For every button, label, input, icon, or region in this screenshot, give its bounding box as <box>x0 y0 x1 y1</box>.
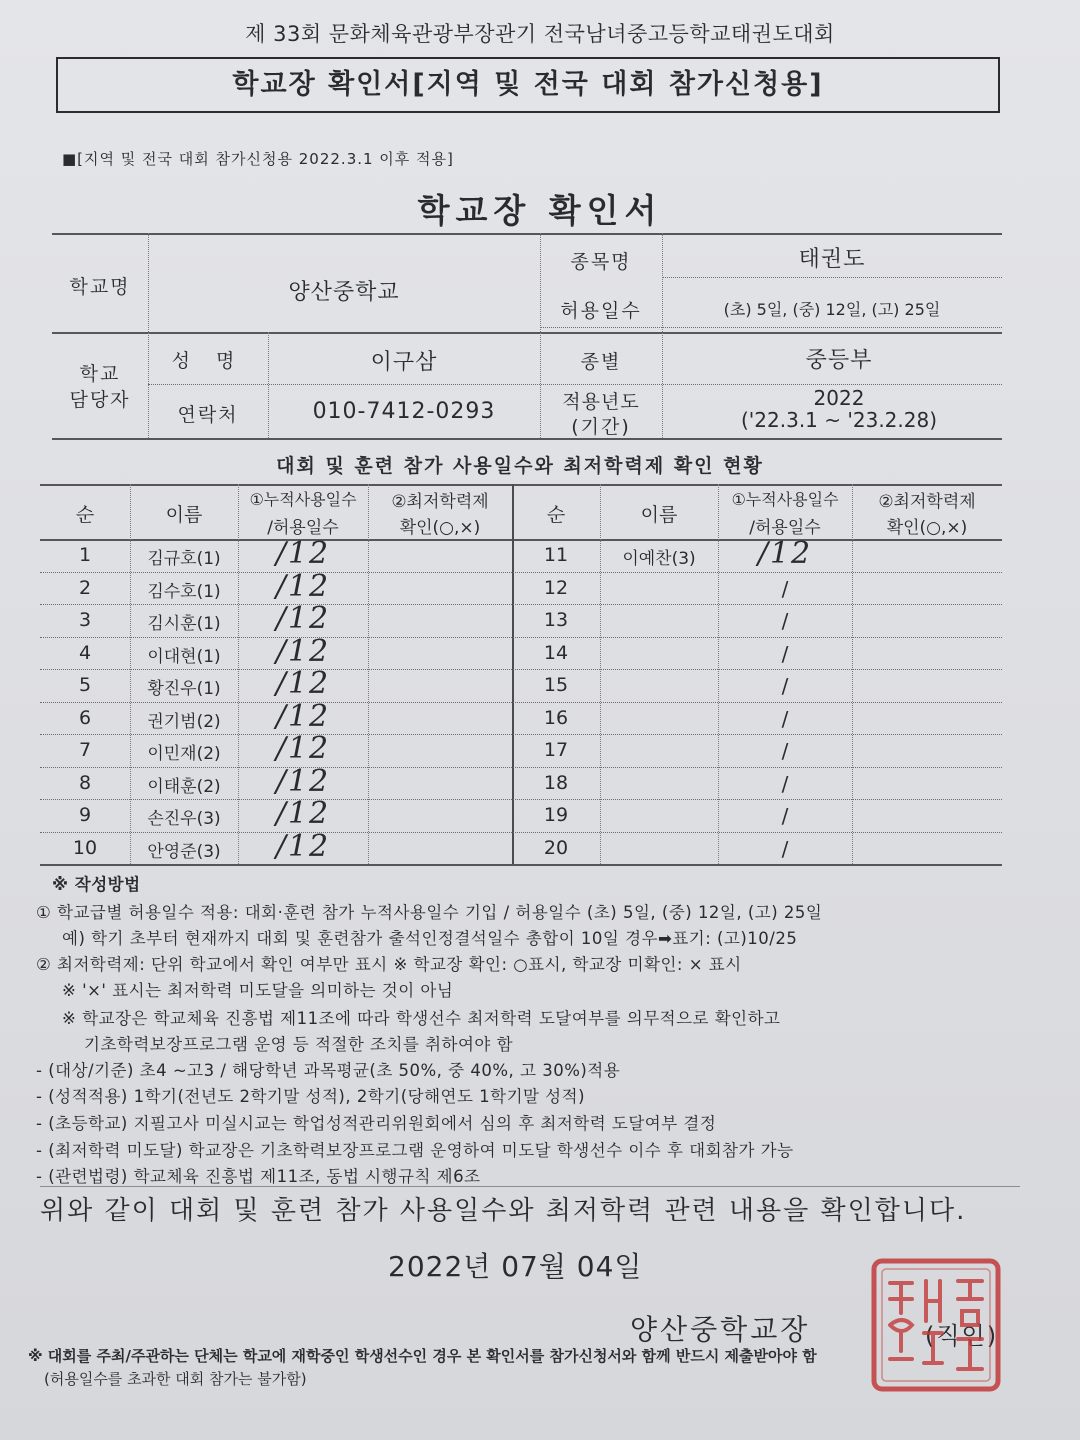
instruction-line: - (대상/기준) 초4 ~고3 / 해당학년 과목평균(초 50%, 중 40%, 고 30%)적용 <box>36 1061 621 1080</box>
row-number: 11 <box>543 544 569 566</box>
instruction-line: ※ 작성방법 <box>52 875 141 894</box>
row-number: 4 <box>78 641 92 664</box>
col-days-right-1: ①누적사용일수 <box>731 490 839 509</box>
row-divider <box>40 604 1002 605</box>
seal-note: (직인) <box>925 1322 999 1350</box>
row-number: 7 <box>78 739 92 761</box>
student-name: 권기범(2) <box>147 711 221 732</box>
usage-days-value: /12 <box>275 536 331 571</box>
student-name: 이민재(2) <box>147 744 221 764</box>
row-divider <box>40 572 1002 573</box>
row-number: 2 <box>78 576 92 599</box>
col-no-right: 순 <box>546 504 566 526</box>
usage-days-value: / <box>781 706 789 731</box>
year-value-1: 2022 <box>813 386 865 410</box>
instruction-line: 예) 학기 초부터 현재까지 대회 및 훈련참가 출석인정결석일수 총합이 10일 경우➡표기: (고)10/25 <box>62 929 798 948</box>
student-name: 황진우(1) <box>147 679 221 699</box>
usage-days-value: / <box>781 576 789 601</box>
row-number: 6 <box>78 706 92 729</box>
usage-days-value: /12 <box>275 763 331 799</box>
instruction-line: - (성적적용) 1학기(전년도 2학기말 성적), 2학기(당해연도 1학기말 성적) <box>36 1087 586 1106</box>
footer-note: ※ 대회를 주최/주관하는 단체는 학교에 재학중인 학생선수인 경우 본 확인서를 참가신청서와 함께 반드시 제출받아야 함 <box>28 1347 817 1365</box>
row-number: 10 <box>72 836 98 859</box>
row-number: 19 <box>543 804 569 826</box>
staff-label-1: 학교 <box>79 363 121 385</box>
staff-label-2: 담당자 <box>69 389 131 411</box>
event-title: 제 33회 문화체육관광부장관기 전국남녀중고등학교태권도대회 <box>245 22 835 46</box>
usage-days-value: /12 <box>275 568 331 604</box>
year-label-2: (기간) <box>571 416 631 438</box>
row-number: 8 <box>78 771 92 794</box>
usage-days-value: /12 <box>275 828 331 864</box>
year-label-1: 적용년도 <box>562 391 640 413</box>
table-heading: 대회 및 훈련 참가 사용일수와 최저학력제 확인 현황 <box>276 455 764 477</box>
usage-days-value: / <box>781 674 789 698</box>
instruction-line: - (초등학교) 지필고사 미실시교는 학업성적관리위원회에서 심의 후 최저학력 도달여부 결정 <box>36 1114 717 1133</box>
usage-days-value: / <box>781 836 789 861</box>
row-number: 15 <box>543 674 569 696</box>
form-subtitle: 학교장 확인서 <box>417 191 663 230</box>
usage-days-value: /12 <box>757 536 813 571</box>
row-divider <box>40 637 1002 638</box>
instruction-line: ※ '×' 표시는 최저학력 미도달을 의미하는 것이 아님 <box>62 981 454 1000</box>
instruction-line: ※ 학교장은 학교체육 진흥법 제11조에 따라 학생선수 최저학력 도달여부를 의무적으로 확인하고 <box>62 1009 781 1028</box>
col-days-left-2: /허용일수 <box>267 518 339 538</box>
event-value: 태권도 <box>798 247 866 272</box>
usage-days-value: /12 <box>275 633 331 669</box>
contact-label: 연락처 <box>177 404 239 426</box>
row-divider <box>40 767 1002 768</box>
col-check-left-1: ②최저학력제 <box>391 492 489 512</box>
row-number: 3 <box>78 609 92 631</box>
row-number: 20 <box>543 836 569 859</box>
row-divider <box>40 832 1002 833</box>
col-check-right-1: ②최저학력제 <box>878 492 976 512</box>
event-label: 종목명 <box>570 251 632 273</box>
form-title: 학교장 확인서[지역 및 전국 대회 참가신청용] <box>56 57 1000 113</box>
row-number: 13 <box>543 609 569 631</box>
col-no-left: 순 <box>75 504 95 526</box>
footer-note-sub: (허용일수를 초과한 대회 참가는 불가함) <box>44 1370 307 1388</box>
row-number: 5 <box>78 674 92 696</box>
usage-days-value: /12 <box>275 796 331 831</box>
student-name: 김규호(1) <box>147 549 221 569</box>
form-note: ■[지역 및 전국 대회 참가신청용 2022.3.1 이후 적용] <box>62 150 454 168</box>
col-days-right-2: /허용일수 <box>749 518 821 538</box>
name-label: 성 명 <box>171 350 245 372</box>
student-name: 이태훈(2) <box>147 776 221 797</box>
student-name: 김시훈(1) <box>147 614 221 634</box>
usage-days-value: / <box>781 641 789 666</box>
row-divider <box>40 799 1002 800</box>
student-name: 손진우(3) <box>147 809 221 829</box>
usage-days-value: /12 <box>275 601 331 636</box>
instruction-line: 기초학력보장프로그램 운영 등 적절한 조치를 취하여야 함 <box>84 1035 514 1054</box>
days-value: (초) 5일, (중) 12일, (고) 25일 <box>723 300 941 319</box>
issue-date: 2022년 07월 04일 <box>388 1250 643 1283</box>
row-divider <box>40 669 1002 670</box>
category-value: 중등부 <box>805 348 873 373</box>
row-number: 14 <box>543 641 569 664</box>
row-divider <box>40 734 1002 735</box>
instruction-line: - (최저학력 미도달) 학교장은 기초학력보장프로그램 운영하여 미도달 학생선수 이수 후 대회참가 가능 <box>36 1141 794 1160</box>
confirmation-statement: 위와 같이 대회 및 훈련 참가 사용일수와 최저학력 관련 내용을 확인합니다. <box>40 1196 967 1226</box>
instruction-line: ② 최저학력제: 단위 학교에서 확인 여부만 표시 ※ 학교장 확인: ○표시, 학교장 미확인: × 표시 <box>36 955 742 974</box>
col-days-left-1: ①누적사용일수 <box>249 490 357 509</box>
usage-days-value: / <box>781 739 789 763</box>
col-check-right-2: 확인(○,×) <box>886 518 968 538</box>
row-number: 12 <box>543 576 569 599</box>
student-name: 이대현(1) <box>147 646 221 667</box>
instruction-line: - (관련법령) 학교체육 진흥법 제11조, 동법 시행규칙 제6조 <box>36 1167 481 1186</box>
instruction-line: ① 학교급별 허용일수 적용: 대회·훈련 참가 누적사용일수 기입 / 허용일수 (초) 5일, (중) 12일, (고) 25일 <box>36 903 823 922</box>
student-name: 안영준(3) <box>147 841 221 862</box>
usage-days-value: / <box>781 609 789 633</box>
row-number: 17 <box>543 739 569 761</box>
school-value: 양산중학교 <box>288 280 400 305</box>
student-name: 이예찬(3) <box>622 549 696 569</box>
student-name: 김수호(1) <box>147 581 221 602</box>
name-value: 이구삼 <box>370 350 438 375</box>
row-divider <box>40 702 1002 703</box>
row-number: 18 <box>543 771 569 794</box>
usage-days-value: / <box>781 771 789 796</box>
usage-days-value: /12 <box>275 666 331 701</box>
contact-value: 010-7412-0293 <box>312 399 496 424</box>
col-check-left-2: 확인(○,×) <box>399 518 481 538</box>
usage-days-value: /12 <box>275 698 331 734</box>
days-label: 허용일수 <box>560 300 642 322</box>
row-number: 9 <box>78 804 92 826</box>
usage-days-value: / <box>781 804 789 828</box>
principal-signature: 양산중학교장 <box>630 1313 811 1346</box>
col-name-left: 이름 <box>165 504 203 526</box>
school-seal-stamp <box>868 1255 1004 1395</box>
col-name-right: 이름 <box>640 504 678 526</box>
school-label: 학교명 <box>69 276 131 298</box>
usage-days-value: /12 <box>275 731 331 766</box>
year-value-2: ('22.3.1 ~ '23.2.28) <box>740 408 938 432</box>
row-number: 16 <box>543 706 569 729</box>
row-number: 1 <box>78 544 92 566</box>
category-label: 종별 <box>580 351 622 373</box>
